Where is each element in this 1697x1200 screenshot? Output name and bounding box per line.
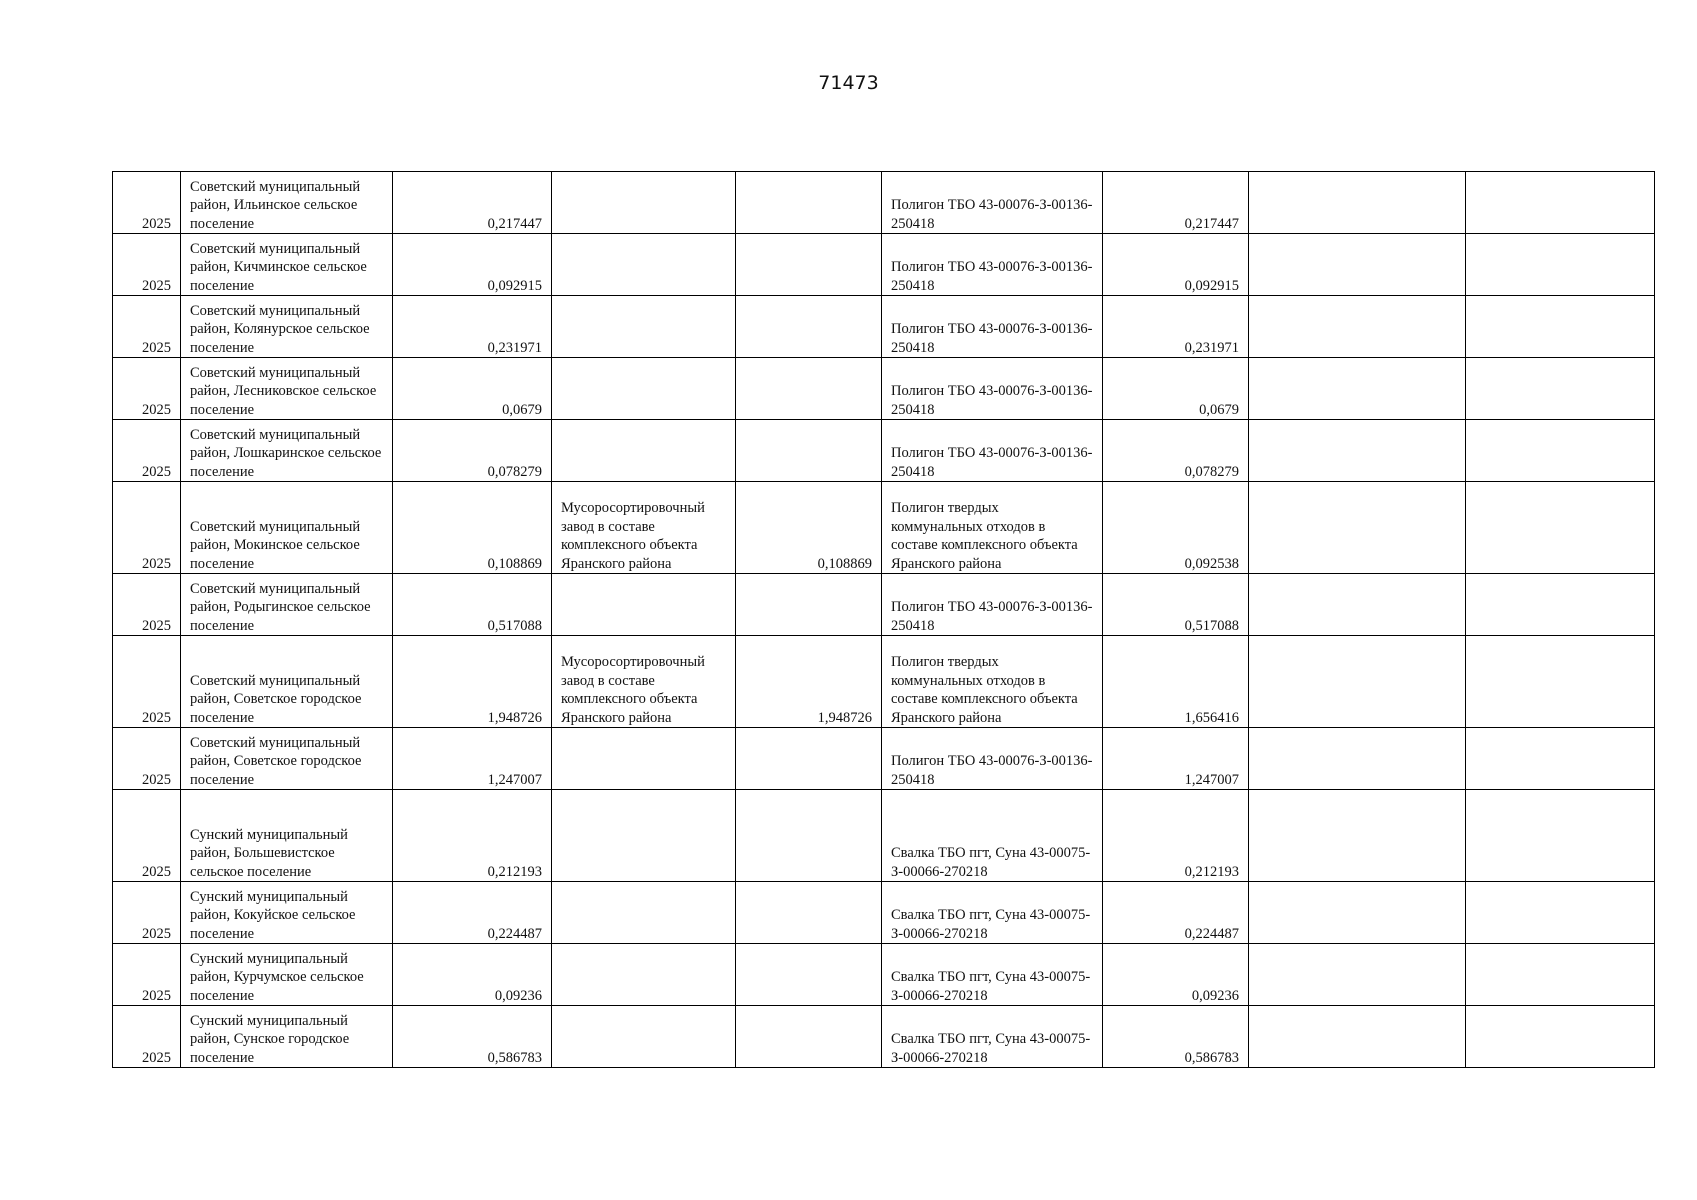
municipality-cell: Советский муниципальный район, Кичминское сельское поселение xyxy=(181,234,393,296)
processing-facility-cell xyxy=(552,296,736,358)
disposal-volume-cell: 0,09236 xyxy=(1103,944,1249,1006)
municipality-cell: Сунский муниципальный район, Сунское городское поселение xyxy=(181,1006,393,1068)
empty-cell xyxy=(1466,172,1655,234)
processing-facility-cell xyxy=(552,1006,736,1068)
empty-cell xyxy=(1249,1006,1466,1068)
volume-cell: 0,217447 xyxy=(393,172,552,234)
volume-cell: 0,0679 xyxy=(393,358,552,420)
volume-cell: 0,212193 xyxy=(393,790,552,882)
table-row xyxy=(113,882,1655,944)
year-cell: 2025 xyxy=(113,172,181,234)
table-row xyxy=(113,574,1655,636)
table-row xyxy=(113,482,1655,574)
disposal-facility-cell: Полигон ТБО 43-00076-З-00136-250418 xyxy=(882,234,1103,296)
processing-facility-cell xyxy=(552,420,736,482)
municipality-cell: Советский муниципальный район, Родыгинское сельское поселение xyxy=(181,574,393,636)
empty-cell xyxy=(1466,728,1655,790)
disposal-facility-cell: Полигон ТБО 43-00076-З-00136-250418 xyxy=(882,296,1103,358)
disposal-volume-cell: 0,586783 xyxy=(1103,1006,1249,1068)
volume-cell: 0,586783 xyxy=(393,1006,552,1068)
volume-cell: 0,108869 xyxy=(393,482,552,574)
processing-facility-cell xyxy=(552,790,736,882)
table-row xyxy=(113,636,1655,728)
empty-cell xyxy=(1249,882,1466,944)
processing-volume-cell xyxy=(736,172,882,234)
disposal-facility-cell: Полигон ТБО 43-00076-З-00136-250418 xyxy=(882,574,1103,636)
empty-cell xyxy=(1249,296,1466,358)
year-cell: 2025 xyxy=(113,234,181,296)
volume-cell: 0,09236 xyxy=(393,944,552,1006)
empty-cell xyxy=(1466,790,1655,882)
disposal-volume-cell: 0,092915 xyxy=(1103,234,1249,296)
empty-cell xyxy=(1466,636,1655,728)
processing-volume-cell xyxy=(736,358,882,420)
volume-cell: 0,224487 xyxy=(393,882,552,944)
table-row xyxy=(113,172,1655,234)
processing-volume-cell xyxy=(736,790,882,882)
volume-cell: 1,247007 xyxy=(393,728,552,790)
processing-volume-cell: 0,108869 xyxy=(736,482,882,574)
processing-facility-cell xyxy=(552,358,736,420)
municipality-cell: Советский муниципальный район, Мокинское сельское поселение xyxy=(181,482,393,574)
processing-facility-cell: Мусоросортировочный завод в составе комплексного объекта Яранского района xyxy=(552,482,736,574)
municipality-cell: Советский муниципальный район, Лошкаринское сельское поселение xyxy=(181,420,393,482)
table-row xyxy=(113,1006,1655,1068)
processing-facility-cell: Мусоросортировочный завод в составе комплексного объекта Яранского района xyxy=(552,636,736,728)
volume-cell: 0,078279 xyxy=(393,420,552,482)
table-row xyxy=(113,234,1655,296)
municipality-cell: Советский муниципальный район, Советское городское поселение xyxy=(181,728,393,790)
empty-cell xyxy=(1466,482,1655,574)
volume-cell: 1,948726 xyxy=(393,636,552,728)
processing-facility-cell xyxy=(552,728,736,790)
municipality-cell: Советский муниципальный район, Советское городское поселение xyxy=(181,636,393,728)
disposal-volume-cell: 0,231971 xyxy=(1103,296,1249,358)
table-row xyxy=(113,420,1655,482)
municipality-cell: Сунский муниципальный район, Курчумское сельское поселение xyxy=(181,944,393,1006)
empty-cell xyxy=(1249,574,1466,636)
processing-volume-cell xyxy=(736,944,882,1006)
empty-cell xyxy=(1466,358,1655,420)
waste-flow-table xyxy=(112,171,1655,1068)
empty-cell xyxy=(1249,358,1466,420)
processing-volume-cell xyxy=(736,882,882,944)
disposal-volume-cell: 0,078279 xyxy=(1103,420,1249,482)
disposal-volume-cell: 0,212193 xyxy=(1103,790,1249,882)
year-cell: 2025 xyxy=(113,574,181,636)
disposal-volume-cell: 1,247007 xyxy=(1103,728,1249,790)
disposal-facility-cell: Полигон ТБО 43-00076-З-00136-250418 xyxy=(882,728,1103,790)
disposal-facility-cell: Полигон твердых коммунальных отходов в составе комплексного объекта Яранского района xyxy=(882,482,1103,574)
empty-cell xyxy=(1249,790,1466,882)
year-cell: 2025 xyxy=(113,482,181,574)
table-row xyxy=(113,790,1655,882)
disposal-facility-cell: Свалка ТБО пгт, Суна 43-00075-З-00066-270218 xyxy=(882,944,1103,1006)
disposal-facility-cell: Свалка ТБО пгт, Суна 43-00075-З-00066-270218 xyxy=(882,790,1103,882)
disposal-volume-cell: 0,217447 xyxy=(1103,172,1249,234)
processing-facility-cell xyxy=(552,574,736,636)
disposal-volume-cell: 1,656416 xyxy=(1103,636,1249,728)
volume-cell: 0,231971 xyxy=(393,296,552,358)
processing-volume-cell xyxy=(736,420,882,482)
empty-cell xyxy=(1249,944,1466,1006)
empty-cell xyxy=(1466,1006,1655,1068)
empty-cell xyxy=(1466,234,1655,296)
year-cell: 2025 xyxy=(113,728,181,790)
disposal-facility-cell: Полигон ТБО 43-00076-З-00136-250418 xyxy=(882,358,1103,420)
processing-volume-cell xyxy=(736,728,882,790)
disposal-facility-cell: Полигон твердых коммунальных отходов в составе комплексного объекта Яранского района xyxy=(882,636,1103,728)
disposal-volume-cell: 0,092538 xyxy=(1103,482,1249,574)
empty-cell xyxy=(1249,636,1466,728)
empty-cell xyxy=(1249,420,1466,482)
municipality-cell: Советский муниципальный район, Лесниковское сельское поселение xyxy=(181,358,393,420)
volume-cell: 0,092915 xyxy=(393,234,552,296)
table-row xyxy=(113,358,1655,420)
table-row xyxy=(113,944,1655,1006)
table-row xyxy=(113,728,1655,790)
disposal-facility-cell: Свалка ТБО пгт, Суна 43-00075-З-00066-270218 xyxy=(882,882,1103,944)
disposal-facility-cell: Свалка ТБО пгт, Суна 43-00075-З-00066-270218 xyxy=(882,1006,1103,1068)
processing-volume-cell xyxy=(736,1006,882,1068)
processing-volume-cell xyxy=(736,296,882,358)
year-cell: 2025 xyxy=(113,790,181,882)
year-cell: 2025 xyxy=(113,420,181,482)
disposal-volume-cell: 0,517088 xyxy=(1103,574,1249,636)
municipality-cell: Советский муниципальный район, Ильинское сельское поселение xyxy=(181,172,393,234)
processing-volume-cell: 1,948726 xyxy=(736,636,882,728)
processing-volume-cell xyxy=(736,574,882,636)
year-cell: 2025 xyxy=(113,944,181,1006)
table-body xyxy=(113,172,1655,1068)
table-row xyxy=(113,296,1655,358)
processing-facility-cell xyxy=(552,234,736,296)
processing-facility-cell xyxy=(552,882,736,944)
empty-cell xyxy=(1249,728,1466,790)
empty-cell xyxy=(1249,234,1466,296)
processing-volume-cell xyxy=(736,234,882,296)
empty-cell xyxy=(1466,296,1655,358)
empty-cell xyxy=(1249,482,1466,574)
empty-cell xyxy=(1466,944,1655,1006)
disposal-facility-cell: Полигон ТБО 43-00076-З-00136-250418 xyxy=(882,172,1103,234)
year-cell: 2025 xyxy=(113,636,181,728)
year-cell: 2025 xyxy=(113,882,181,944)
processing-facility-cell xyxy=(552,944,736,1006)
municipality-cell: Сунский муниципальный район, Кокуйское сельское поселение xyxy=(181,882,393,944)
disposal-volume-cell: 0,0679 xyxy=(1103,358,1249,420)
year-cell: 2025 xyxy=(113,296,181,358)
volume-cell: 0,517088 xyxy=(393,574,552,636)
disposal-volume-cell: 0,224487 xyxy=(1103,882,1249,944)
empty-cell xyxy=(1466,420,1655,482)
empty-cell xyxy=(1466,882,1655,944)
year-cell: 2025 xyxy=(113,1006,181,1068)
municipality-cell: Советский муниципальный район, Колянурское сельское поселение xyxy=(181,296,393,358)
empty-cell xyxy=(1249,172,1466,234)
disposal-facility-cell: Полигон ТБО 43-00076-З-00136-250418 xyxy=(882,420,1103,482)
processing-facility-cell xyxy=(552,172,736,234)
municipality-cell: Сунский муниципальный район, Большевистское сельское поселение xyxy=(181,790,393,882)
year-cell: 2025 xyxy=(113,358,181,420)
page-number: 71473 xyxy=(818,72,879,94)
empty-cell xyxy=(1466,574,1655,636)
